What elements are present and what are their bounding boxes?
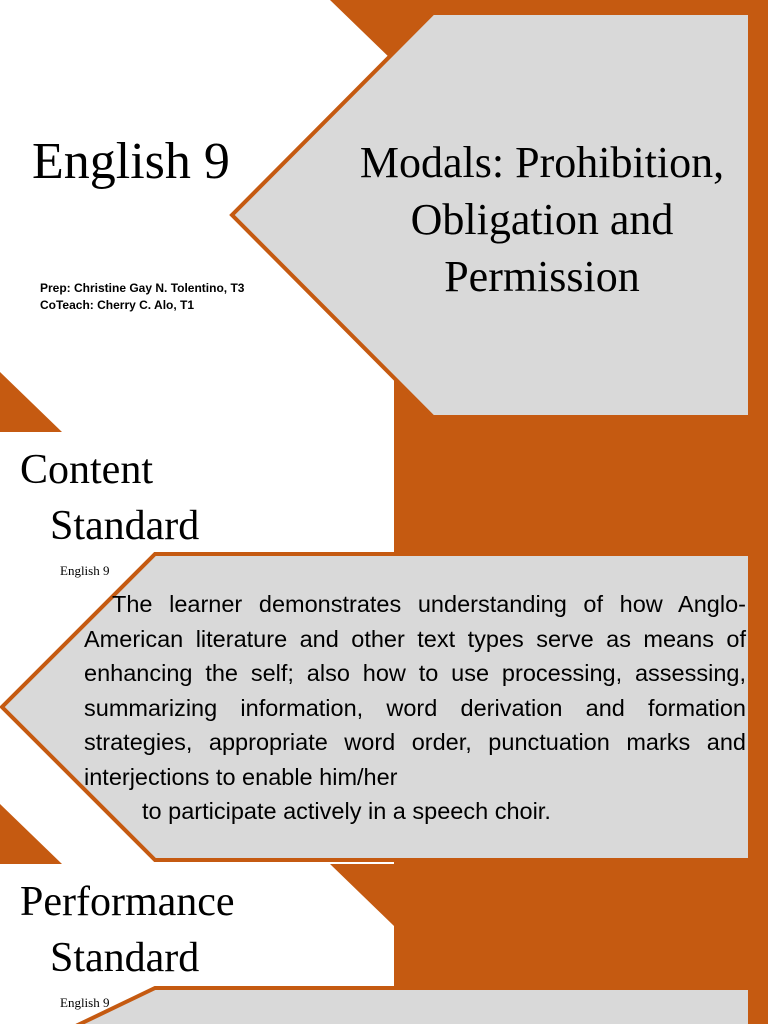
heading-line-2: Standard [50,935,200,981]
topic-line-1: Modals: Prohibition, [359,138,725,187]
coteach-credit: CoTeach: Cherry C. Alo, T1 [40,298,195,312]
lesson-topic [330,134,754,305]
heading-line-2: Standard [50,503,200,549]
heading-line-1: Content [20,447,153,493]
performance-standard-slide [0,864,768,1024]
title-slide [0,0,768,432]
content-standard-slide [0,432,768,864]
course-label: English 9 [60,995,110,1010]
body-arrow-panel [80,988,750,1024]
credits [40,280,244,314]
topic-line-2: Obligation and [410,195,674,244]
content-standard-text [84,587,746,829]
course-title: English 9 [32,133,230,190]
section-heading [20,442,199,554]
prep-credit: Prep: Christine Gay N. Tolentino, T3 [40,281,245,295]
heading-line-1: Performance [20,879,235,925]
standard-paragraph: The learner demonstrates understanding of how Anglo-American literature and other text types serve as means of enhancing the self; also how to use processing, assessing, summarizing information, word derivation and formation strategies, appropriate word order, punctuation marks and interjections to enable him/her [84,591,746,790]
section-heading [20,874,235,986]
topic-line-3: Permission [444,252,640,301]
standard-last-line: to participate actively in a speech choir. [142,798,551,824]
course-label: English 9 [60,563,110,578]
